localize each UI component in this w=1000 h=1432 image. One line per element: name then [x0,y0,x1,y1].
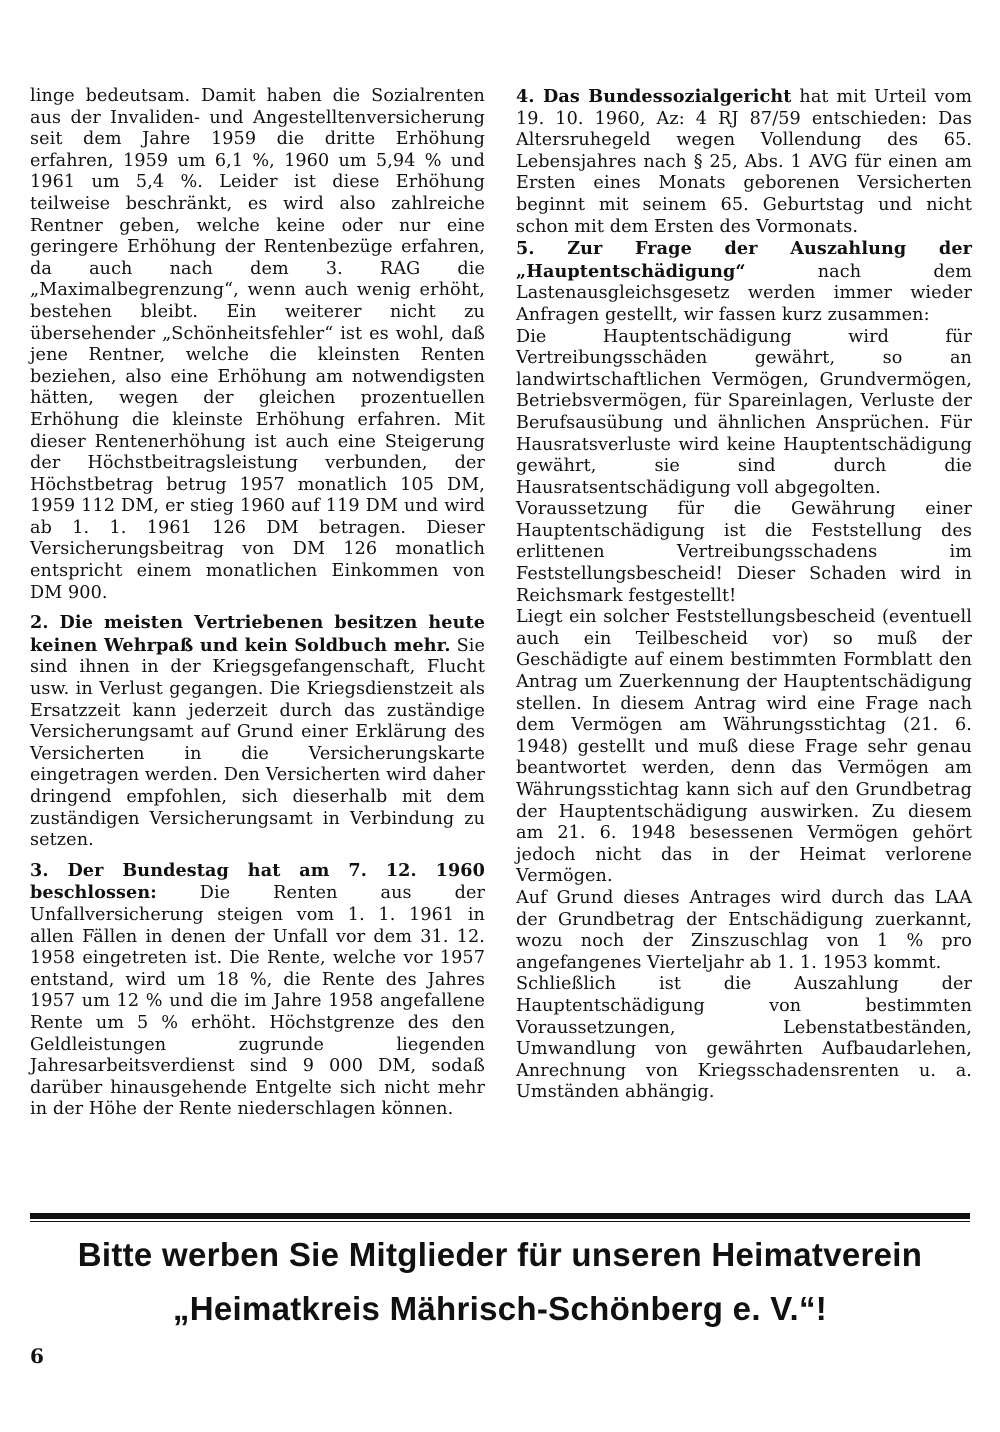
paragraph-antrag: Auf Grund dieses Antrages wird durch das LAA der Grundbetrag der Entschädigung zuerkannt, wozu noch der Zinszuschlag von 1 % pro angefangenes Vierteljahr ab 1. 1. 1953 kommt. [516,887,972,973]
item-5-body: nach dem Lastenausgleichsgesetz werden immer wieder Anfragen gestellt, wir fassen kurz zusammen: [516,261,972,325]
banner-line-1: Bitte werben Sie Mitglieder für unseren Heimatverein [77,1236,923,1273]
item-2-heading: 2. Die meisten Vertriebenen besitzen heute keinen Wehrpaß und kein Soldbuch mehr. [30,612,485,656]
paragraph-feststellungsbescheid: Liegt ein solcher Feststellungsbescheid (eventuell auch ein Teilbescheid vor) so muß der Geschädigte auf einem bestimmten Formblatt den Antrag um Zuerkennung der Hauptentschädigung stellen. In diesem Antrag wird eine Frage nach dem Vermögen am Währungsstichtag (21. 6. 1948) gestellt und muß diese Frage sehr genau beantwortet werden, denn das Vermögen am Währungsstichtag kann sich auf den Grundbetrag der Hauptentschädigung auswirken. Zu diesem am 21. 6. 1948 besessenen Vermögen gehört jedoch nicht das in der Heimat verlorene Vermögen. [516,607,972,887]
paragraph-voraussetzung: Voraussetzung für die Gewährung einer Hauptentschädigung ist die Feststellung des erlittenen Vertreibungsschadens im Feststellungsbescheid! Dieser Schaden wird in Reichsmark festgestellt! [516,499,972,606]
banner-line-2: „Heimatkreis Mährisch-Schönberg e. V.“! [172,1290,828,1327]
page-number: 6 [30,1344,44,1368]
item-3-body: Die Renten aus der Unfallversicherung steigen vom 1. 1. 1961 in allen Fällen in denen der Unfall vor dem 31. 12. 1958 eingetreten ist. Die Rente, welche vor 1957 entstand, wird um 18 %, die Rente des Jahres 1957 um 12 % und die im Jahre 1958 angefallene Rente um 5 % erhöht. Höchstgrenze des den Geldleistungen zugrunde liegenden Jahresarbeitsverdienst sind 9 000 DM, sodaß darüber hinausgehende Entgelte sich nicht mehr in der Höhe der Rente niederschlagen können. [30,883,485,1120]
section-item-2 [30,612,485,852]
right-column [516,86,972,1104]
section-item-3 [30,860,485,1121]
left-column [30,86,485,1121]
item-4-heading: 4. Das Bundessozialgericht [516,86,792,107]
paragraph-hauptentschaedigung: Die Hauptentschädigung wird für Vertreibungsschäden gewährt, so an landwirtschaftlichen Vermögen, Grundvermögen, Betriebsvermögen, für Spareinlagen, Verluste der Berufsausübung und ähnlichen Ansprüchen. Für Hausratsverluste wird keine Hauptentschädigung gewährt, sie sind durch die Hausratsentschädigung voll abgegolten. [516,326,972,498]
item-2-body: Sie sind ihnen in der Kriegsgefangenschaft, Flucht usw. in Verlust gegangen. Die Kriegsdienstzeit als Ersatzzeit kann jederzeit durch das zuständige Versicherungsamt auf Grund einer Erklärung des Versicherten in die Versicherungskarte eingetragen werden. Den Versicherten wird daher dringend empfohlen, sich dieserhalb mit dem zuständigen Versicherungsamt in Verbindung zu setzen. [30,635,485,851]
paragraph-auszahlung: Schließlich ist die Auszahlung der Hauptentschädigung von bestimmten Voraussetzungen, Lebenstatbeständen, Umwandlung von gewährten Aufbaudarlehen, Anrechnung von Kriegsschadensrenten u. a. Umständen abhängig. [516,974,972,1103]
paragraph-pension-increase: linge bedeutsam. Damit haben die Sozialrenten aus der Invaliden- und Angestelltenversicherung seit dem Jahre 1959 die dritte Erhöhung erfahren, 1959 um 6,1 %, 1960 um 5,94 % und 1961 um 5,4 %. Leider ist diese Erhöhung teilweise beschränkt, es wird also zahlreiche Rentner geben, welche keine oder nur eine geringere Erhöhung der Rentenbezüge erfahren, da auch nach dem 3. RAG die „Maximalbegrenzung“, wenn auch wenig erhöht, bestehen bleibt. Ein weiterer nicht zu übersehender „Schönheitsfehler“ ist es wohl, daß jene Rentner, welche die kleinsten Renten beziehen, also eine Erhöhung am notwendigsten hätten, wegen der gleichen prozentuellen Erhöhung die kleinste Erhöhung erfahren. Mit dieser Rentenerhöhung ist auch eine Steigerung der Höchstbeitragsleistung verbunden, der Höchstbetrag betrug 1957 monatlich 105 DM, 1959 112 DM, er stieg 1960 auf 119 DM und wird ab 1. 1. 1961 126 DM betragen. Dieser Versicherungsbeitrag von DM 126 monatlich entspricht einem monatlichen Einkommen von DM 900. [30,86,485,603]
item-4-body: hat mit Urteil vom 19. 10. 1960, Az: 4 RJ 87/59 entschieden: Das Altersruhegeld wegen Vollendung des 65. Lebensjahres nach § 25, Abs. 1 AVG für einen am Ersten eines Monats geborenen Versicherten beginnt mit seinem 65. Geburtstag und nicht schon mit dem Ersten des Vormonats. [516,87,972,237]
item-5-heading: 5. Zur Frage der Auszahlung der „Hauptentschädigung“ [516,238,972,282]
divider-thick [30,1213,970,1219]
section-item-4 [516,86,972,238]
divider-thin [30,1221,970,1222]
item-3-heading: 3. Der Bundestag hat am 7. 12. 1960 beschlossen: [30,859,485,904]
section-item-5 [516,238,972,326]
